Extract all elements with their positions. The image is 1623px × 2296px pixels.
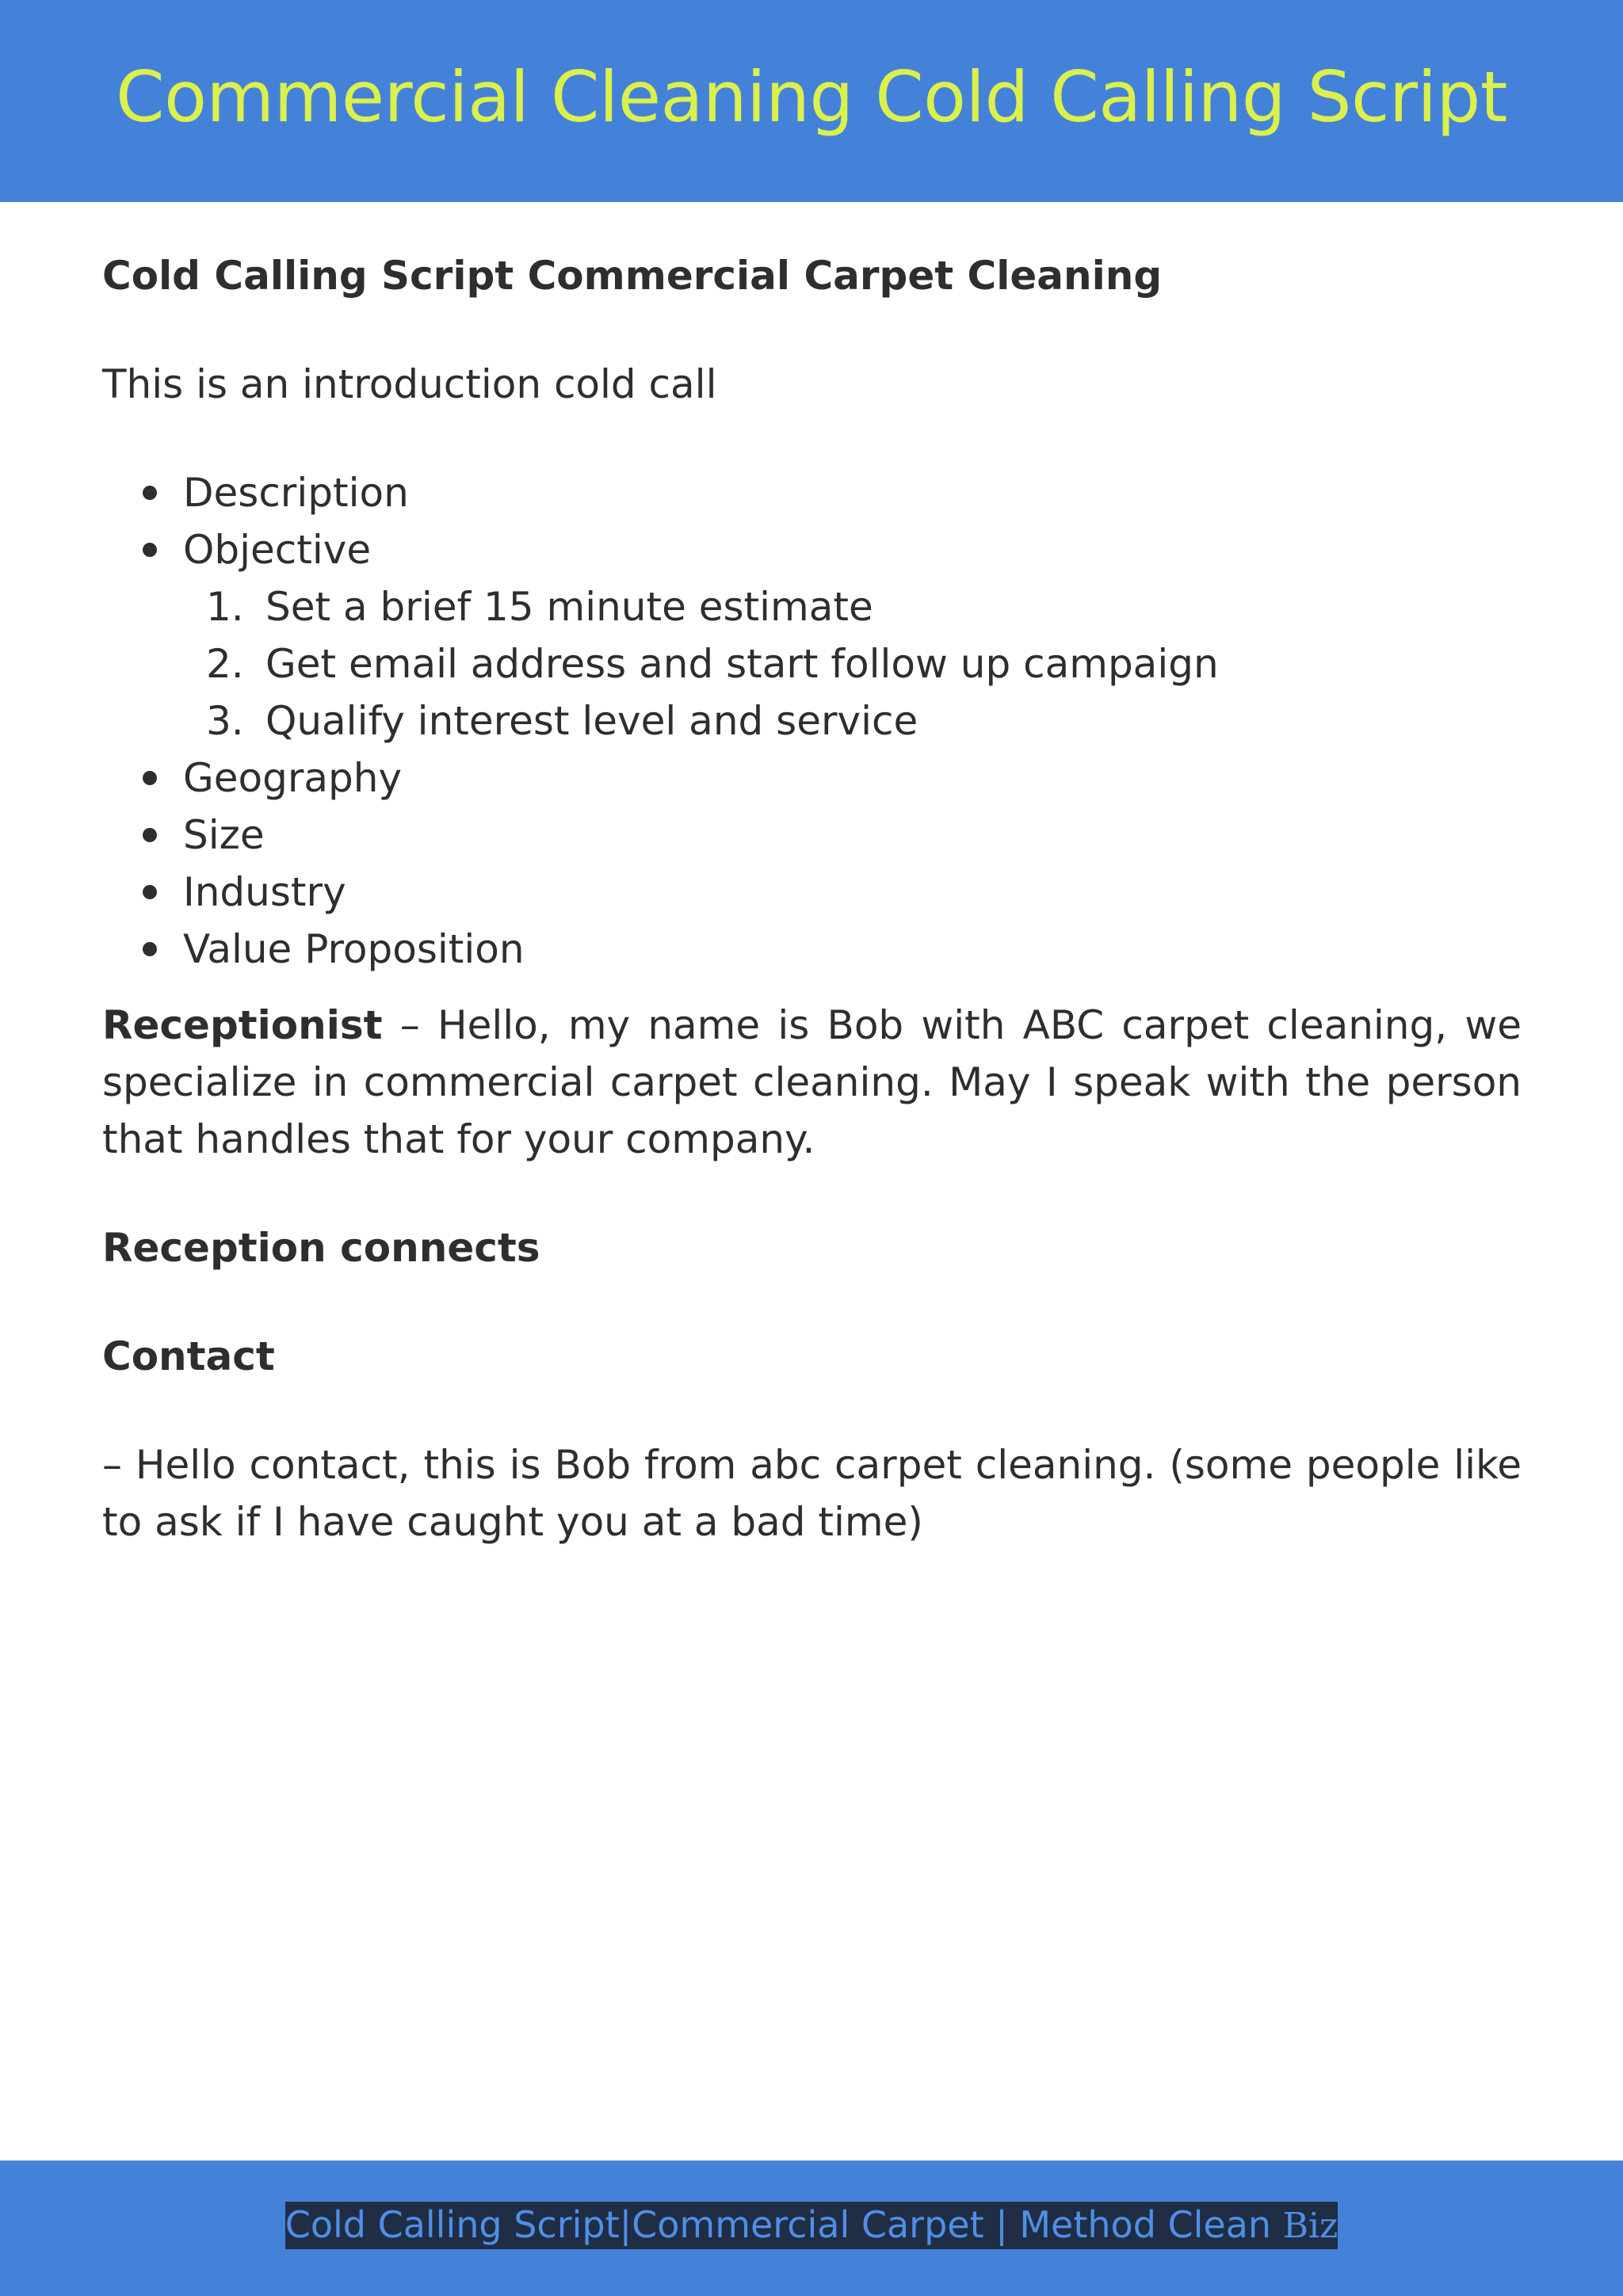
list-item-label: Description (183, 470, 409, 516)
list-item (102, 864, 1522, 921)
footer-band (0, 2161, 1623, 2296)
list-item-label: Qualify interest level and service (265, 698, 918, 744)
objective-list (183, 578, 1522, 749)
list-item-label: Set a brief 15 minute estimate (265, 584, 873, 630)
bullet-icon (143, 885, 157, 899)
header-band (0, 0, 1623, 202)
spacer (102, 413, 1522, 464)
bullet-icon (143, 942, 157, 956)
footer-biz-text: Biz (1282, 2205, 1338, 2246)
list-item (102, 921, 1522, 978)
footer-text (285, 2202, 1338, 2249)
contact-text: – Hello contact, this is Bob from abc carpet cleaning. (some people like to ask if I have caught you at a bad time) (102, 1442, 1522, 1545)
reception-connects-heading: Reception connects (102, 1225, 540, 1271)
list-item-label: Value Proposition (183, 926, 525, 972)
bullet-icon (143, 486, 157, 500)
spacer (102, 1385, 1522, 1436)
list-item-number: 3. (206, 698, 244, 744)
bullet-icon (143, 771, 157, 785)
page-title: Commercial Cleaning Cold Calling Script (116, 55, 1507, 138)
list-item (102, 807, 1522, 864)
contact-heading: Contact (102, 1333, 275, 1379)
receptionist-paragraph (102, 997, 1522, 1168)
footer-main-text: Cold Calling Script|Commercial Carpet | Method Clean (285, 2203, 1283, 2246)
list-item-label: Objective (183, 527, 372, 573)
document-body (102, 247, 1522, 1550)
intro-text: This is an introduction cold call (102, 361, 717, 407)
list-item-number: 1. (206, 584, 244, 630)
list-item (102, 692, 1522, 749)
section-title: Cold Calling Script Commercial Carpet Cleaning (102, 253, 1163, 299)
objective-sublist-container (102, 578, 1522, 749)
list-item-number: 2. (206, 641, 244, 687)
list-item-label: Get email address and start follow up campaign (265, 641, 1219, 687)
receptionist-label: Receptionist (102, 1002, 383, 1048)
list-item (102, 635, 1522, 692)
list-item-label: Geography (183, 755, 403, 801)
spacer (102, 1276, 1522, 1328)
list-item-label: Industry (183, 869, 346, 915)
list-item (102, 578, 1522, 635)
topic-list (102, 464, 1522, 978)
spacer (102, 304, 1522, 356)
bullet-icon (143, 828, 157, 842)
list-item (102, 521, 1522, 578)
list-item (102, 464, 1522, 521)
bullet-icon (143, 543, 157, 557)
spacer (102, 1168, 1522, 1219)
spacer (102, 978, 1522, 997)
list-item (102, 749, 1522, 807)
list-item-label: Size (183, 812, 265, 858)
receptionist-text: – Hello, my name is Bob with ABC carpet cleaning, we specialize in commercial carpet cleaning. May I speak with the person that handles that for your company. (102, 1002, 1522, 1162)
